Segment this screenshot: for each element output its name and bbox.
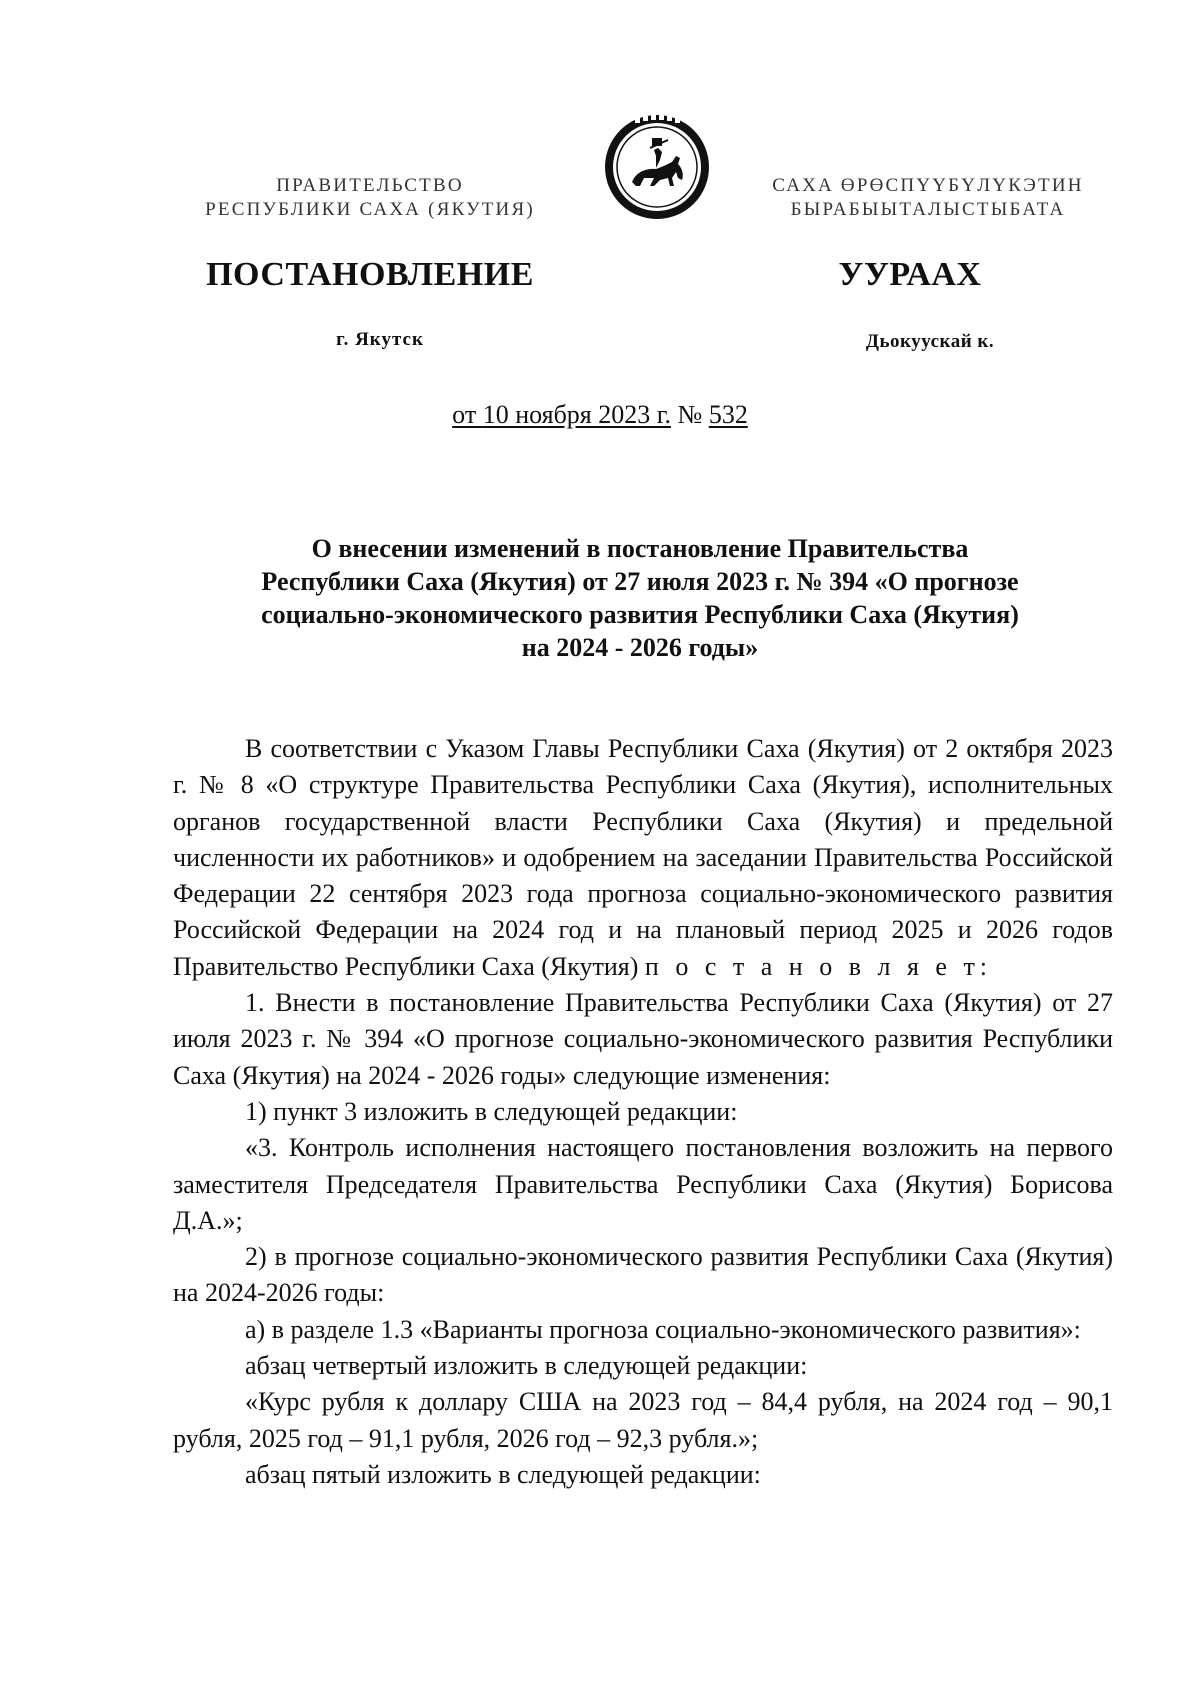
subject-line2: Республики Саха (Якутия) от 27 июля 2023 г. № 394 «О прогнозе <box>261 567 1019 596</box>
paragraph-abzac-5: абзац пятый изложить в следующей редакции: <box>245 1459 761 1489</box>
government-name-yakut <box>738 174 1118 222</box>
paragraph-preamble <box>173 731 1113 985</box>
yakutia-coat-of-arms-icon <box>602 112 712 222</box>
paragraph-exchange-rate: «Курс рубля к доллару США на 2023 год – 84,4 рубля, на 2024 год – 90,1 рубля, 2025 год – 91,1 рубля, 2026 год – 92,3 рубля.»; <box>173 1387 1113 1453</box>
gov-name-ru-line1: ПРАВИТЕЛЬСТВО <box>276 175 464 196</box>
paragraph-section-1-3: а) в разделе 1.3 «Варианты прогноза социально-экономического развития»: <box>245 1314 1081 1344</box>
preamble-text: В соответствии с Указом Главы Республики Саха (Якутия) от 2 октября 2023 г. № 8 «О структуре Правительства Республики Саха (Якутия), исполнительных органов государственной власти Республики Саха (Якутия) и предельной численности их работников» и одобрением на заседании Правительства Российской Федерации 22 сентября 2023 года прогноза социально-экономического развития Российской Федерации на 2024 год и на плановый период 2025 и 2026 годов Правительство Республики Саха (Якутия) <box>173 734 1113 981</box>
document-number: 532 <box>708 400 748 429</box>
gov-name-ru-line2: РЕСПУБЛИКИ САХА (ЯКУТИЯ) <box>205 199 535 220</box>
doc-type-russian: ПОСТАНОВЛЕНИЕ <box>206 256 534 293</box>
government-name-russian <box>180 174 560 222</box>
date-prefix: от <box>452 400 483 429</box>
subject-line4: на 2024 - 2026 годы» <box>521 633 759 662</box>
subject-line3: социально-экономического развития Республики Саха (Якутия) <box>261 600 1019 629</box>
resolves-word: п о с т а н о в л я е т: <box>644 951 993 981</box>
paragraph-control-clause: «3. Контроль исполнения настоящего постановления возложить на первого заместителя Председателя Правительства Республики Саха (Якутия) Борисова Д.А.»; <box>173 1133 1113 1235</box>
city-yakut: Дьокуускай к. <box>865 331 995 352</box>
gov-name-sah-line2: БЫРАБЫЫТАЛЫСТЫБАТА <box>790 199 1066 220</box>
document-date: 10 ноября 2023 г. <box>482 400 671 429</box>
document-date-number <box>0 400 1200 430</box>
paragraph-abzac-4: абзац четвертый изложить в следующей редакции: <box>245 1351 808 1381</box>
gov-name-sah-line1: САХА ӨРӨСПҮҮБҮЛҮКЭТИН <box>772 175 1084 196</box>
number-sign: № <box>671 400 709 429</box>
paragraph-item-1: 1. Внести в постановление Правительства Республики Саха (Якутия) от 27 июля 2023 г. № 394 «О прогнозе социально-экономического развития Республики Саха (Якутия) на 2024 - 2026 годы» следующие изменения: <box>173 988 1113 1090</box>
paragraph-subitem-1: 1) пункт 3 изложить в следующей редакции: <box>245 1096 738 1126</box>
city-russian: г. Якутск <box>336 329 424 350</box>
document-body <box>173 731 1113 1493</box>
document-subject <box>170 532 1110 664</box>
doc-type-yakut: УУРААХ <box>838 256 982 293</box>
paragraph-subitem-2: 2) в прогнозе социально-экономического развития Республики Саха (Якутия) на 2024-2026 годы: <box>173 1242 1113 1308</box>
subject-line1: О внесении изменений в постановление Правительства <box>311 534 969 563</box>
